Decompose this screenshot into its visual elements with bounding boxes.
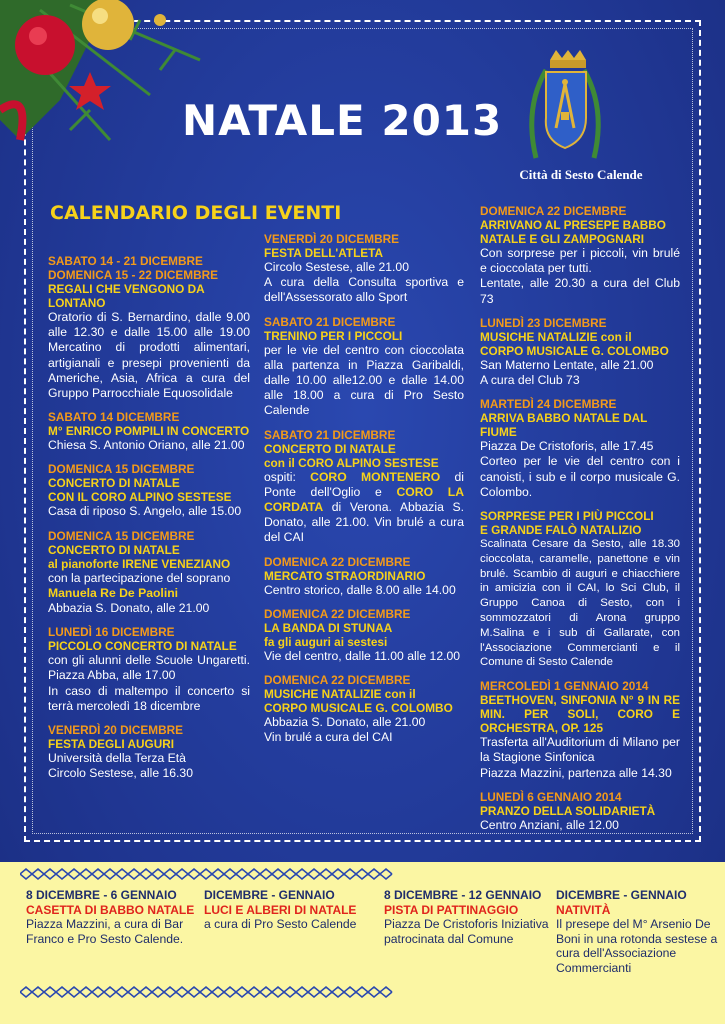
long-running-events-band — [0, 862, 725, 1024]
event-date: DOMENICA 22 DICEMBRE — [264, 673, 411, 688]
page-title: NATALE 2013 — [182, 96, 503, 145]
event-date: LUNEDÌ 6 GENNAIO 2014 — [480, 789, 622, 804]
events-column-1 — [48, 254, 250, 790]
event-title: CONCERTO DI NATALE — [264, 441, 396, 456]
event-subtitle: CON IL CORO ALPINO SESTESE — [48, 490, 232, 505]
event-title: PICCOLO CONCERTO DI NATALE — [48, 639, 237, 654]
event-subtitle: fa gli auguri ai sestesi — [264, 634, 388, 649]
calendar-heading: CALENDARIO DEGLI EVENTI — [50, 202, 342, 224]
event-title: MUSICHE NATALIZIE con il — [264, 687, 416, 702]
event-subtitle: E GRANDE FALÒ NATALIZIO — [480, 523, 642, 538]
guests-label: ospiti: — [264, 469, 296, 484]
event — [264, 607, 464, 664]
long-event — [556, 888, 725, 976]
event-title: ARRIVA BABBO NATALE DAL FIUME — [480, 411, 648, 440]
event-date: MERCOLEDÌ 1 GENNAIO 2014 — [480, 679, 649, 694]
event-location: Lentate, alle 20.30 a cura del Club 73 — [480, 276, 680, 306]
event — [264, 673, 464, 745]
event — [264, 232, 464, 306]
event — [480, 397, 680, 500]
long-event — [384, 888, 554, 946]
event-description: Chiesa S. Antonio Oriano, alle 21.00 — [48, 438, 245, 453]
event-date: VENERDÌ 20 DICEMBRE — [48, 723, 184, 738]
event-description: Trasferta all'Auditorium di Milano per la Stagione Sinfonica — [480, 735, 680, 765]
events-column-2 — [264, 232, 464, 754]
event-title: MERCATO STRAORDINARIO — [264, 568, 426, 583]
event-title: ARRIVANO AL PRESEPE BABBO — [480, 218, 666, 232]
event-description: Corteo per le vie del centro con i canoisti, i sub e il corpo musicale G. Colombo. — [480, 454, 680, 499]
event-title: BEETHOVEN, SINFONIA N° 9 IN RE MIN. PER SOLI, CORO E ORCHESTRA, OP. 125 — [480, 693, 680, 736]
event-location: Piazza De Cristoforis, alle 17.45 — [480, 439, 654, 454]
event-description: Circolo Sestese, alle 21.00 — [264, 260, 409, 274]
event-title: FESTA DEGLI AUGURI — [48, 737, 175, 752]
event-note: Vin brulé a cura del CAI — [264, 730, 393, 745]
event-title: FESTA DELL'ATLETA — [264, 246, 384, 260]
event-date: DOMENICA 22 DICEMBRE — [264, 554, 411, 569]
event-subtitle: al pianoforte IRENE VENEZIANO — [48, 556, 231, 571]
event — [48, 625, 250, 714]
long-event — [204, 888, 374, 932]
city-name: Città di Sesto Calende — [519, 167, 643, 182]
event-note: In caso di maltempo il concerto si terrà mercoledì 18 dicembre — [48, 683, 250, 713]
event-date: DOMENICA 15 DICEMBRE — [48, 462, 195, 477]
event — [480, 679, 680, 781]
long-event-description: Il presepe del M° Arsenio De Boni in una rotonda sestese a cura dell'Associazione Commercianti — [556, 917, 718, 975]
event — [264, 428, 464, 546]
event — [48, 529, 250, 617]
event-title: TRENINO PER I PICCOLI — [264, 328, 403, 343]
event-description: Con sorprese per i piccoli, vin brulé e cioccolata per tutti. — [480, 246, 680, 276]
event-date: LUNEDÌ 16 DICEMBRE — [48, 625, 175, 640]
zigzag-divider-icon — [20, 868, 705, 880]
event-title: REGALI CHE VENGONO DA LONTANO — [48, 282, 205, 310]
long-event-description: Piazza De Cristoforis Iniziativa patrocinata dal Comune — [384, 917, 549, 946]
event-title: CONCERTO DI NATALE — [48, 542, 180, 557]
event-title: M° ENRICO POMPILI IN CONCERTO — [48, 424, 250, 439]
event — [480, 316, 680, 388]
event-description: per le vie del centro con cioccolata alla partenza in Piazza Garibaldi, dalle 10.00 alle12.00 e dalle 14.00 alle 18.00 a cura di Pro Sesto Calende — [264, 342, 464, 418]
long-event-title: NATIVITÀ — [556, 902, 611, 917]
guests-text: di Ponte dell'Oglio e — [264, 469, 465, 499]
long-event — [26, 888, 196, 946]
long-event-date: DICEMBRE - GENNAIO — [204, 888, 335, 902]
event-location: Piazza Mazzini, partenza alle 14.30 — [480, 765, 672, 780]
event — [480, 509, 680, 670]
event — [48, 254, 250, 401]
event-description: Casa di riposo S. Angelo, alle 15.00 — [48, 504, 242, 519]
event — [48, 723, 250, 781]
long-event-date: 8 DICEMBRE - 12 GENNAIO — [384, 888, 542, 902]
guests-text-end: di Verona. Abbazia S. Donato, alle 21.00. Vin brulé a cura del CAI — [264, 500, 464, 545]
event-date: SABATO 14 DICEMBRE — [48, 410, 180, 425]
event-title: SORPRESE PER I PIÙ PICCOLI — [480, 509, 654, 524]
event-date: DOMENICA 22 DICEMBRE — [264, 606, 411, 621]
events-column-3 — [480, 204, 680, 842]
event-description: San Materno Lentate, alle 21.00 — [480, 357, 654, 372]
guest-choir-1: CORO MONTENERO — [310, 469, 441, 484]
event-subtitle: con il CORO ALPINO SESTESE — [264, 455, 439, 470]
event-title: MUSICHE NATALIZIE con il — [480, 329, 632, 344]
guest-choir-2: CORO LA CORDATA — [264, 484, 464, 515]
event-date: SABATO 14 - 21 DICEMBRE — [48, 254, 203, 268]
event — [48, 462, 250, 519]
event-location: Circolo Sestese, alle 16.30 — [48, 766, 193, 781]
event — [480, 204, 680, 307]
long-event-date: 8 DICEMBRE - 6 GENNAIO — [26, 888, 177, 902]
long-event-title: PISTA DI PATTINAGGIO — [384, 902, 519, 917]
event-subtitle: CORPO MUSICALE G. COLOMBO — [480, 343, 669, 358]
city-coat-of-arms-icon — [528, 48, 602, 166]
event-description: con la partecipazione del soprano — [48, 570, 231, 585]
event-title: CONCERTO DI NATALE — [48, 476, 180, 491]
long-event-title: LUCI E ALBERI DI NATALE — [204, 902, 357, 917]
event-note: A cura del Club 73 — [480, 373, 580, 388]
event-description: Centro storico, dalle 8.00 alle 14.00 — [264, 582, 456, 597]
event-location: Abbazia S. Donato, alle 21.00 — [48, 601, 210, 616]
long-event-description: a cura di Pro Sesto Calende — [204, 917, 357, 932]
event-location: Centro Anziani, alle 12.00 — [480, 817, 619, 832]
event — [264, 315, 464, 419]
event-subtitle: NATALE E GLI ZAMPOGNARI — [480, 232, 645, 246]
event-subtitle: CORPO MUSICALE G. COLOMBO — [264, 701, 453, 716]
event-date: LUNEDÌ 23 DICEMBRE — [480, 315, 607, 330]
event-highlight: Manuela Re De Paolini — [48, 585, 179, 600]
event-note: A cura della Consulta sportiva e dell'Assessorato allo Sport — [264, 275, 464, 305]
event-description — [264, 470, 464, 546]
event — [48, 410, 250, 453]
long-event-title: CASETTA DI BABBO NATALE — [26, 902, 195, 917]
event-description: Oratorio di S. Bernardino, dalle 9.00 alle 12.30 e dalle 15.00 alle 19.00 Mercatino di prodotti alimentari, artigianali e presepi provenienti da Americhe, Asia, Africa a cura del Gruppo Parrocchiale Equosolidale — [48, 310, 250, 401]
zigzag-divider-icon — [20, 986, 705, 998]
event-description: Abbazia S. Donato, alle 21.00 — [264, 715, 426, 730]
event-date: DOMENICA 22 DICEMBRE — [480, 204, 627, 218]
event-date: MARTEDÌ 24 DICEMBRE — [480, 397, 617, 412]
event — [264, 555, 464, 598]
event-description: Università della Terza Età — [48, 751, 186, 766]
event-description: Vie del centro, dalle 11.00 alle 12.00 — [264, 648, 461, 663]
event-date: SABATO 21 DICEMBRE — [264, 314, 396, 329]
event-title: LA BANDA DI STUNAA — [264, 620, 393, 635]
event-date: DOMENICA 15 - 22 DICEMBRE — [48, 268, 218, 282]
long-event-date: DICEMBRE - GENNAIO — [556, 888, 687, 902]
event-title: PRANZO DELLA SOLIDARIETÀ — [480, 803, 656, 818]
event-description: Scalinata Cesare da Sesto, alle 18.30 cioccolata, caramelle, panettone e vin brulé. Scambio di auguri e chiacchiere in amicizia con il CAI, lo Sci Club, il Gruppo Canoa di Sesto, con i sommozzatori di Arona gruppo M.Salina e i sub di Gallarate, con l'Associazione Commercianti e il Comune di Sesto Calende — [480, 538, 680, 669]
event-date: SABATO 21 DICEMBRE — [264, 427, 396, 442]
event — [480, 790, 680, 833]
event-date: VENERDÌ 20 DICEMBRE — [264, 232, 400, 246]
event-description: con gli alunni delle Scuole Ungaretti. Piazza Abba, alle 17.00 — [48, 653, 250, 683]
event-date: DOMENICA 15 DICEMBRE — [48, 528, 195, 543]
long-event-description: Piazza Mazzini, a cura di Bar Franco e Pro Sesto Calende. — [26, 917, 184, 946]
